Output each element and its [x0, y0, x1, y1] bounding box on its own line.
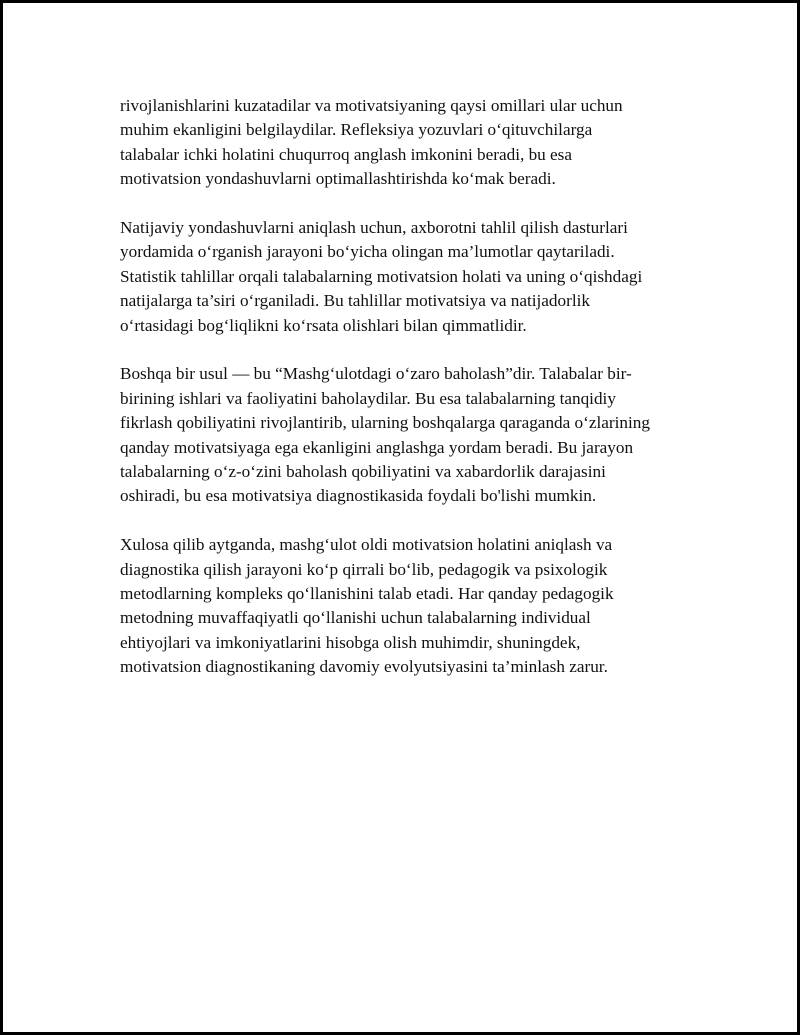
paragraph-line: metodlarning kompleks qo‘llanishini talab etadi. Har qanday pedagogik — [120, 584, 614, 604]
paragraph-line: metodning muvaffaqiyatli qo‘llanishi uchun talabalarning individual — [120, 608, 591, 628]
paragraph-line: yordamida o‘rganish jarayoni bo‘yicha olingan ma’lumotlar qaytariladi. — [120, 242, 615, 262]
paragraph-line: qanday motivatsiyaga ega ekanligini anglashga yordam beradi. Bu jarayon — [120, 437, 634, 457]
paragraph-2 — [120, 216, 695, 338]
paragraph-line: motivatsion yondashuvlarni optimallashtirishda ko‘mak beradi. — [120, 169, 556, 189]
paragraph-line: Boshqa bir usul — bu “Mashg‘ulotdagi o‘zaro baholash”dir. Talabalar bir- — [120, 364, 632, 384]
paragraph-line: ehtiyojlari va imkoniyatlarini hisobga olish muhimdir, shuningdek, — [120, 632, 581, 652]
paragraph-line: motivatsion diagnostikaning davomiy evolyutsiyasini ta’minlash zarur. — [120, 657, 608, 677]
paragraph-line: birining ishlari va faoliyatini baholaydilar. Bu esa talabalarning tanqidiy — [120, 388, 616, 408]
paragraph-1 — [120, 94, 695, 192]
paragraph-line: o‘rtasidagi bog‘liqlikni ko‘rsata olishlari bilan qimmatlidir. — [120, 315, 527, 335]
paragraph-line: fikrlash qobiliyatini rivojlantirib, ularning boshqalarga qaraganda o‘zlarining — [120, 413, 650, 433]
paragraph-line: muhim ekanligini belgilaydilar. Refleksiya yozuvlari o‘qituvchilarga — [120, 120, 593, 140]
document-body — [120, 94, 695, 704]
paragraph-3 — [120, 362, 695, 508]
paragraph-line: Statistik tahlillar orqali talabalarning motivatsion holati va uning o‘qishdagi — [120, 266, 643, 286]
paragraph-line: rivojlanishlarini kuzatadilar va motivatsiyaning qaysi omillari ular uchun — [120, 96, 623, 115]
paragraph-line: oshiradi, bu esa motivatsiya diagnostikasida foydali bo'lishi mumkin. — [120, 486, 597, 506]
paragraph-line: diagnostika qilish jarayoni ko‘p qirrali bo‘lib, pedagogik va psixologik — [120, 559, 608, 579]
paragraph-line: natijalarga ta’siri o‘rganiladi. Bu tahlillar motivatsiya va natijadorlik — [120, 291, 590, 311]
paragraph-4 — [120, 533, 695, 679]
paragraph-line: Xulosa qilib aytganda, mashg‘ulot oldi motivatsion holatini aniqlash va — [120, 535, 613, 555]
paragraph-line: talabalar ichki holatini chuqurroq anglash imkonini beradi, bu esa — [120, 144, 572, 164]
paragraph-line: Natijaviy yondashuvlarni aniqlash uchun, axborotni tahlil qilish dasturlari — [120, 218, 628, 238]
paragraph-line: talabalarning o‘z-o‘zini baholash qobiliyatini va xabardorlik darajasini — [120, 462, 606, 482]
